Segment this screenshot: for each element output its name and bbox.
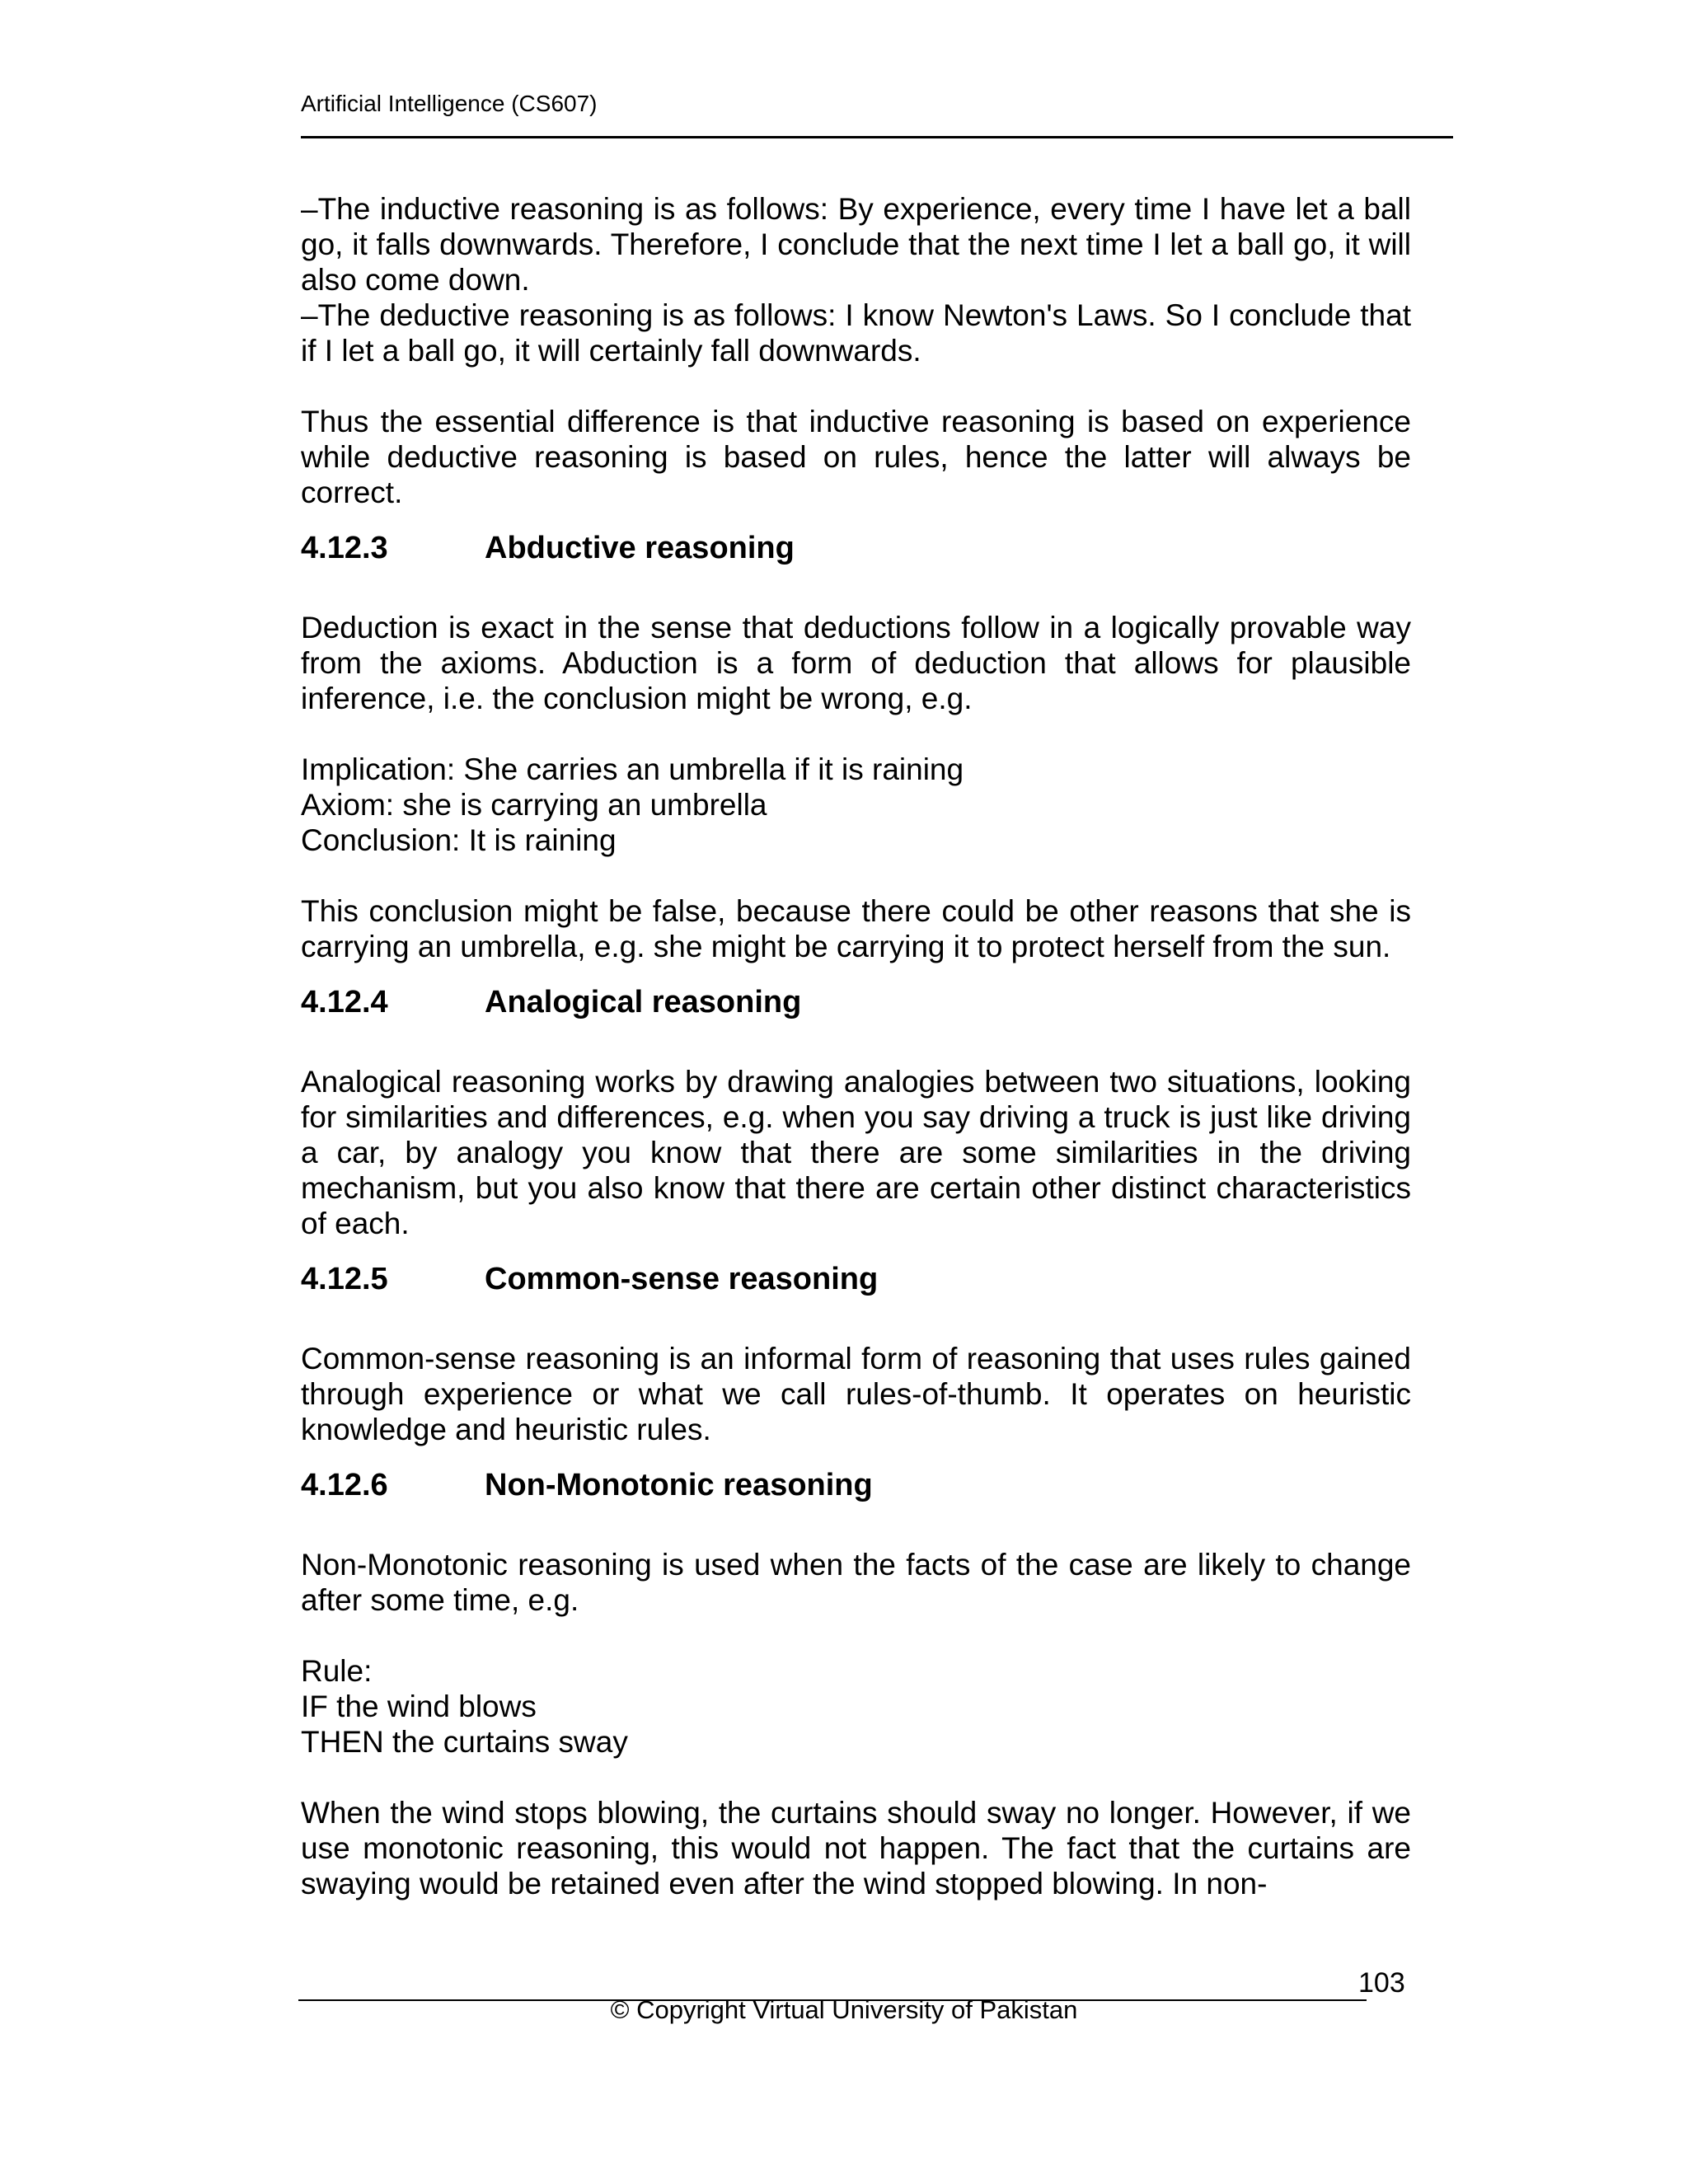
- inductive-paragraph: –The inductive reasoning is as follows: By experience, every time I have let a ball go, it falls downwards. Therefore, I conclude that the next time I let a ball go, it will also come down.: [301, 192, 1411, 297]
- abductive-paragraph: Deduction is exact in the sense that deductions follow in a logically provable way from the axioms. Abduction is a form of deduction that allows for plausible inference, i.e. the conclusion might be wrong, e.g.: [301, 611, 1411, 715]
- axiom-line: Axiom: she is carrying an umbrella: [301, 788, 767, 822]
- rule-then-line: THEN the curtains sway: [301, 1725, 628, 1759]
- header-divider: [301, 136, 1453, 138]
- running-header: Artificial Intelligence (CS607): [301, 91, 598, 116]
- copyright-notice: © Copyright Virtual University of Pakistan: [610, 1995, 1078, 2024]
- nonmonotonic-paragraph: Non-Monotonic reasoning is used when the facts of the case are likely to change after some time, e.g.: [301, 1548, 1411, 1617]
- abductive-explanation-paragraph: This conclusion might be false, because there could be other reasons that she is carrying an umbrella, e.g. she might be carrying it to protect herself from the sun.: [301, 894, 1411, 963]
- section-number: 4.12.3: [301, 531, 388, 565]
- commonsense-paragraph: Common-sense reasoning is an informal form of reasoning that uses rules gained through experience or what we call rules-of-thumb. It operates on heuristic knowledge and heuristic rules.: [301, 1342, 1411, 1446]
- page-body: [301, 191, 1411, 1901]
- rule-if-line: IF the wind blows: [301, 1690, 537, 1723]
- section-number: 4.12.6: [301, 1468, 388, 1502]
- section-number: 4.12.5: [301, 1262, 388, 1296]
- rule-label-line: Rule:: [301, 1654, 373, 1688]
- page-number: 103: [1358, 1967, 1405, 1999]
- section-heading-commonsense: [301, 1262, 1411, 1297]
- section-number: 4.12.4: [301, 985, 388, 1019]
- section-heading-abductive: [301, 531, 1411, 566]
- deductive-paragraph: –The deductive reasoning is as follows: I know Newton's Laws. So I conclude that if I let a ball go, it will certainly fall downwards.: [301, 298, 1411, 368]
- analogical-paragraph: Analogical reasoning works by drawing analogies between two situations, looking for similarities and differences, e.g. when you say driving a truck is just like driving a car, by analogy you know that there are some similarities in the driving mechanism, but you also know that there are certain other distinct characteristics of each.: [301, 1065, 1411, 1240]
- nonmonotonic-explanation-paragraph: When the wind stops blowing, the curtains should sway no longer. However, if we use monotonic reasoning, this would not happen. The fact that the curtains are swaying would be retained even after the wind stopped blowing. In non-: [301, 1796, 1411, 1900]
- section-heading-nonmonotonic: [301, 1468, 1411, 1503]
- section-title: Analogical reasoning: [485, 985, 802, 1019]
- implication-line: Implication: She carries an umbrella if it is raining: [301, 752, 964, 786]
- section-title: Abductive reasoning: [485, 531, 795, 565]
- section-title: Non-Monotonic reasoning: [485, 1468, 873, 1502]
- difference-paragraph: Thus the essential difference is that inductive reasoning is based on experience while deductive reasoning is based on rules, hence the latter will always be correct.: [301, 405, 1411, 509]
- section-heading-analogical: [301, 985, 1411, 1020]
- section-title: Common-sense reasoning: [485, 1262, 879, 1296]
- conclusion-line: Conclusion: It is raining: [301, 823, 617, 857]
